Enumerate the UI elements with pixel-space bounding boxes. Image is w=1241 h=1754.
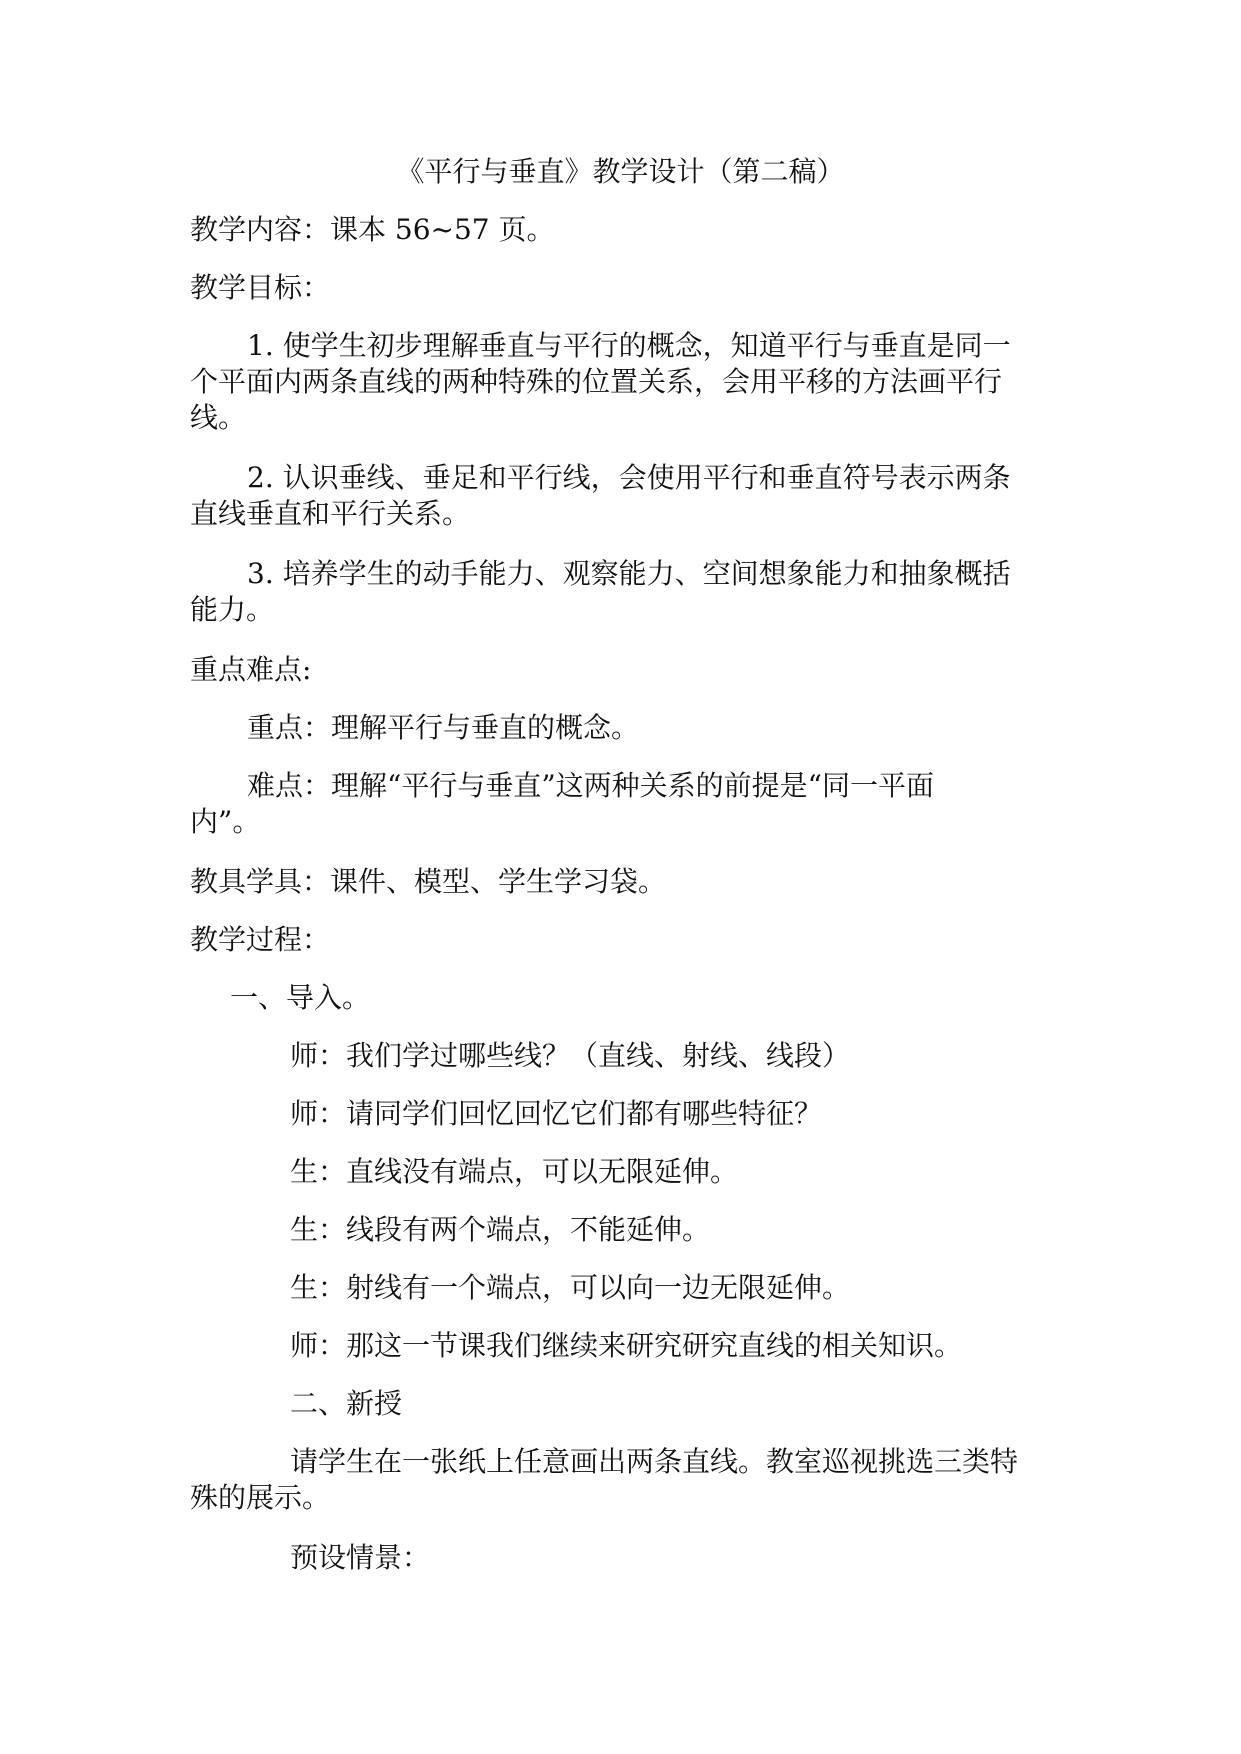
dialogue-line-1: 师：我们学过哪些线？（直线、射线、线段） [290, 1039, 851, 1072]
objective-1-line-2: 个平面内两条直线的两种特殊的位置关系，会用平移的方法画平行 [190, 365, 1003, 398]
section-introduction: 一、导入。 [230, 981, 371, 1014]
dialogue-line-5: 生：射线有一个端点，可以向一边无限延伸。 [290, 1271, 851, 1304]
key-difficult-heading: 重点难点: [190, 653, 312, 686]
preset-scenario: 预设情景： [290, 1541, 431, 1574]
objective-3-line-1: 3. 培养学生的动手能力、观察能力、空间想象能力和抽象概括 [247, 557, 1011, 590]
teaching-tools: 教具学具：课件、模型、学生学习袋。 [190, 865, 667, 898]
teaching-content: 教学内容：课本 56~57 页。 [190, 213, 555, 246]
dialogue-line-4: 生：线段有两个端点，不能延伸。 [290, 1213, 711, 1246]
section-new-lesson: 二、新授 [290, 1387, 403, 1420]
objective-1-line-1: 1. 使学生初步理解垂直与平行的概念，知道平行与垂直是同一 [247, 329, 1011, 362]
objective-2-line-1: 2. 认识垂线、垂足和平行线，会使用平行和垂直符号表示两条 [247, 461, 1011, 494]
difficult-point-line-1: 难点：理解“平行与垂直”这两种关系的前提是“同一平面 [247, 769, 934, 802]
new-lesson-line-1: 请学生在一张纸上任意画出两条直线。教室巡视挑选三类特 [290, 1445, 1019, 1478]
dialogue-line-6: 师：那这一节课我们继续来研究研究直线的相关知识。 [290, 1329, 963, 1362]
new-lesson-line-2: 殊的展示。 [190, 1481, 331, 1514]
key-point: 重点：理解平行与垂直的概念。 [247, 711, 640, 744]
objective-2-line-2: 直线垂直和平行关系。 [190, 497, 471, 530]
document-title: 《平行与垂直》教学设计（第二稿） [396, 155, 845, 188]
objective-1-line-3: 线。 [190, 401, 247, 434]
objectives-heading: 教学目标： [190, 271, 331, 304]
difficult-point-line-2: 内”。 [190, 805, 261, 838]
objective-3-line-2: 能力。 [190, 593, 275, 626]
process-heading: 教学过程： [190, 923, 331, 956]
dialogue-line-2: 师：请同学们回忆回忆它们都有哪些特征？ [290, 1097, 823, 1130]
dialogue-line-3: 生：直线没有端点，可以无限延伸。 [290, 1155, 739, 1188]
